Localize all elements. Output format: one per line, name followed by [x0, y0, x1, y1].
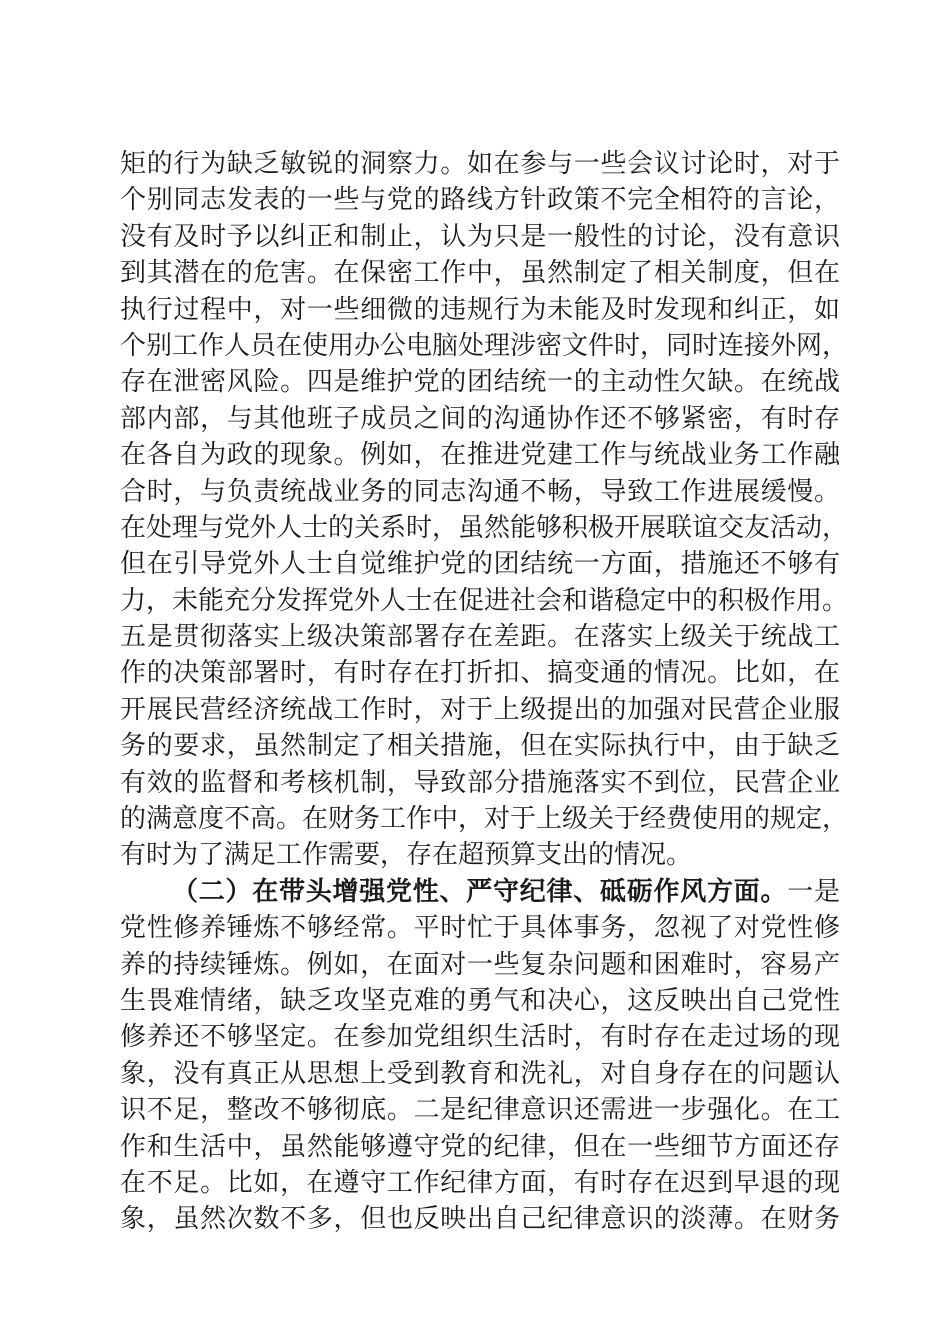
text-line: 党性修养锤炼不够经常。平时忙于具体事务，忽视了对党性修 — [120, 913, 840, 944]
text-line: 的满意度不高。在财务工作中，对于上级关于经费使用的规定， — [120, 804, 849, 835]
text-line: 在各自为政的现象。例如，在推进党建工作与统战业务工作融 — [120, 440, 840, 471]
text-line: 象，没有真正从思想上受到教育和洗礼，对自身存在的问题认 — [120, 1058, 840, 1089]
section-heading-line — [120, 874, 840, 910]
section-heading-rest: 一是 — [787, 876, 840, 907]
text-line: 部内部，与其他班子成员之间的沟通协作还不够紧密，有时存 — [120, 403, 840, 434]
text-line: 在不足。比如，在遵守工作纪律方面，有时存在迟到早退的现 — [120, 1167, 840, 1198]
text-line: 务的要求，虽然制定了相关措施，但在实际执行中，由于缺乏 — [120, 731, 840, 762]
text-line: 作和生活中，虽然能够遵守党的纪律，但在一些细节方面还存 — [120, 1131, 840, 1162]
text-line: 个别工作人员在使用办公电脑处理涉密文件时，同时连接外网， — [120, 330, 849, 361]
text-line: 识不足，整改不够彻底。二是纪律意识还需进一步强化。在工 — [120, 1095, 840, 1126]
text-line: 作的决策部署时，有时存在打折扣、搞变通的情况。比如，在 — [120, 658, 840, 689]
text-line: 五是贯彻落实上级决策部署存在差距。在落实上级关于统战工 — [120, 622, 840, 653]
text-line: 修养还不够坚定。在参加党组织生活时，有时存在走过场的现 — [120, 1022, 840, 1053]
text-line: 存在泄密风险。四是维护党的团结统一的主动性欠缺。在统战 — [120, 367, 840, 398]
text-line: 执行过程中，对一些细微的违规行为未能及时发现和纠正，如 — [120, 294, 840, 325]
text-line: 象，虽然次数不多，但也反映出自己纪律意识的淡薄。在财务 — [120, 1204, 840, 1235]
text-line: 有时为了满足工作需要，存在超预算支出的情况。 — [120, 840, 693, 871]
body-text — [120, 146, 849, 1238]
text-line: 矩的行为缺乏敏锐的洞察力。如在参与一些会议讨论时，对于 — [120, 149, 840, 179]
text-line: 养的持续锤炼。例如，在面对一些复杂问题和困难时，容易产 — [120, 949, 840, 980]
section-heading: （二）在带头增强党性、严守纪律、砥砺作风方面。 — [172, 876, 788, 907]
text-line: 在处理与党外人士的关系时，虽然能够积极开展联谊交友活动， — [120, 512, 849, 543]
text-line: 有效的监督和考核机制，导致部分措施落实不到位，民营企业 — [120, 767, 840, 798]
text-line: 个别同志发表的一些与党的路线方针政策不完全相符的言论， — [120, 185, 840, 216]
text-line: 没有及时予以纠正和制止，认为只是一般性的讨论，没有意识 — [120, 221, 840, 252]
text-line: 但在引导党外人士自觉维护党的团结统一方面，措施还不够有 — [120, 549, 840, 580]
text-line: 开展民营经济统战工作时，对于上级提出的加强对民营企业服 — [120, 694, 840, 725]
text-line: 力，未能充分发挥党外人士在促进社会和谐稳定中的积极作用。 — [120, 585, 849, 616]
text-line: 合时，与负责统战业务的同志沟通不畅，导致工作进展缓慢。 — [120, 476, 840, 507]
text-line: 到其潜在的危害。在保密工作中，虽然制定了相关制度，但在 — [120, 258, 840, 289]
text-line: 生畏难情绪，缺乏攻坚克难的勇气和决心，这反映出自己党性 — [120, 985, 840, 1016]
